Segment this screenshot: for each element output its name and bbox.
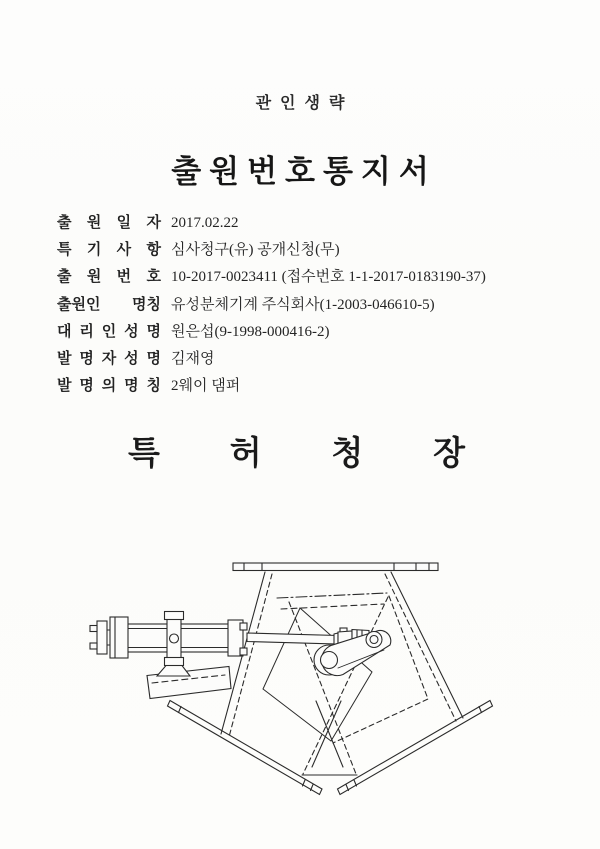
field-row-special-notes	[57, 236, 537, 263]
trunnion-pin	[170, 634, 179, 643]
rear-stud	[90, 643, 97, 649]
field-row-invention-title	[57, 372, 537, 399]
field-row-application-date	[57, 209, 537, 236]
field-row-applicant-name	[57, 291, 537, 318]
rear-cap	[110, 617, 128, 658]
application-fields-table	[57, 209, 537, 399]
patent-figure	[85, 555, 505, 805]
field-label: 발 명 자 성 명	[57, 349, 161, 367]
crank-shaft-bore	[321, 652, 338, 669]
field-row-inventor-name	[57, 345, 537, 372]
field-label: 발 명 의 명 칭	[57, 377, 161, 395]
mounting-bracket	[147, 667, 231, 699]
piston-rod	[247, 633, 338, 644]
commissioner-char: 청	[331, 434, 364, 471]
field-label: 특 기 사 항	[57, 241, 161, 259]
field-label: 대 리 인 성 명	[57, 322, 161, 340]
field-label: 출 원 일 자	[57, 214, 161, 231]
field-value: 유성분체기계 주식회사(1-2003-046610-5)	[171, 296, 435, 313]
field-row-agent-name	[57, 318, 537, 345]
field-value: 김재영	[171, 350, 215, 367]
field-value: 원은섭(9-1998-000416-2)	[171, 323, 330, 340]
two-way-damper-drawing	[85, 555, 505, 805]
seal-omitted-note: 관인생략	[255, 95, 354, 112]
discharge-wing-right	[338, 701, 493, 795]
field-value: 심사청구(유) 공개신청(무)	[171, 242, 340, 259]
field-value: 2웨이 댐퍼	[171, 378, 241, 395]
field-row-application-number	[57, 263, 537, 290]
document-title: 출원번호통지서	[171, 154, 437, 189]
field-label: 출원인 명칭	[57, 295, 161, 313]
rear-plate	[97, 621, 107, 654]
rear-stud	[90, 626, 97, 632]
field-label: 출 원 번 호	[57, 268, 161, 286]
commissioner-char: 특	[128, 434, 160, 471]
commissioner-signature-title	[128, 434, 465, 472]
field-value: 2017.02.22	[171, 215, 239, 231]
commissioner-char: 허	[229, 434, 262, 471]
trunnion-base	[157, 666, 190, 677]
discharge-wing-left	[168, 701, 323, 795]
field-value: 10-2017-0023411 (접수번호 1-1-2017-0183190-37)	[171, 269, 486, 286]
commissioner-char: 장	[433, 434, 465, 471]
top-flange	[233, 563, 438, 571]
clevis-pin	[370, 636, 378, 644]
